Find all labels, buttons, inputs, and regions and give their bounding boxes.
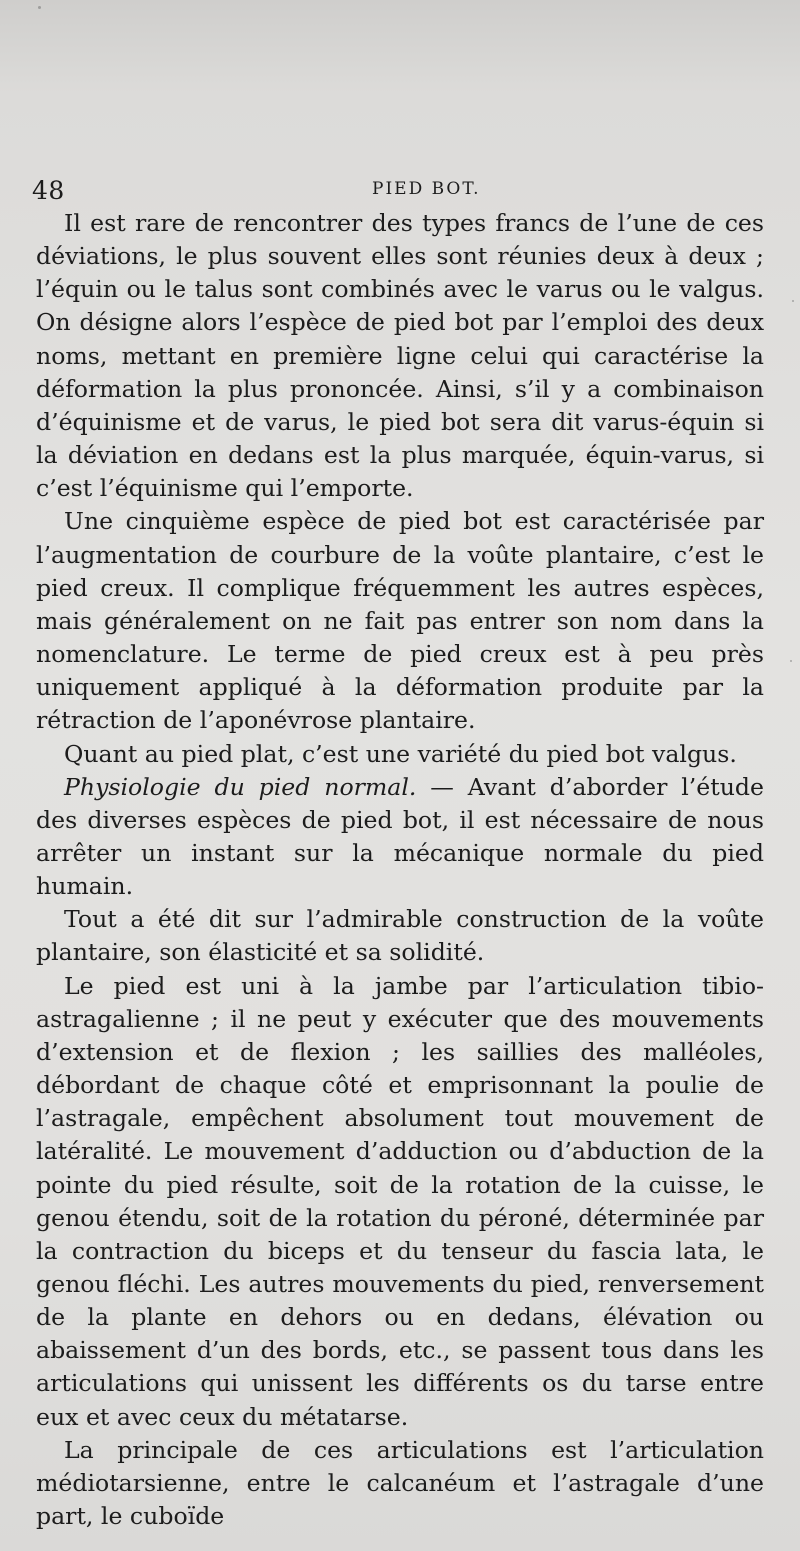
paragraph-text: Le pied est uni à la jambe par l’articulation tibio-astragalienne ; il ne peut y exécuter que des mouvements d’extension et de flexion ; les saillies des malléoles, débordant de chaque côté et emprisonnant la poulie de l’astragale, empêchent absolument tout mouvement de latéralité. Le mouvement d’adduction ou d’abduction de la pointe du pied résulte, soit de la rotation de la cuisse, le genou étendu, soit de la rotation du péroné, déterminée par la contraction du biceps et du tenseur du fascia lata, le genou fléchi. Les autres mouvements du pied, renversement de la plante en dehors ou en dedans, élévation ou abaissement d’un des bords, etc., se passent tous dans les articulations qui unissent les différents os du tarse entre eux et avec ceux du métatarse. — [36, 971, 764, 1431]
paper-speck — [792, 300, 794, 302]
paragraph — [36, 970, 764, 1434]
paragraph — [36, 771, 764, 904]
paragraph — [36, 738, 764, 771]
paragraph — [36, 505, 764, 737]
paragraph-text: La principale de ces articulations est l’articulation médiotarsienne, entre le calcanéum et l’astragale d’une part, le cuboïde — [36, 1435, 764, 1531]
paragraph-text: — Avant d’aborder l’étude des diverses espèces de pied bot, il est nécessaire de nous arrêter un instant sur la mécanique normale du pied humain. — [36, 772, 765, 901]
paper-speck — [38, 6, 41, 9]
page-header — [32, 170, 762, 204]
paragraph-text: Une cinquième espèce de pied bot est caractérisée par l’augmentation de courbure de la voûte plantaire, c’est le pied creux. Il complique fréquemment les autres espèces, mais généralement on ne fait pas entrer son nom dans la nomenclature. Le terme de pied creux est à peu près uniquement appliqué à la déformation produite par la rétraction de l’aponévrose plantaire. — [36, 507, 764, 735]
paragraph-text: Quant au pied plat, c’est une variété du pied bot valgus. — [64, 739, 737, 768]
paper-speck — [790, 660, 792, 662]
paragraph-text: Tout a été dit sur l’admirable construction de la voûte plantaire, son élasticité et sa solidité. — [36, 905, 764, 967]
body-text — [36, 207, 764, 1533]
paragraph — [36, 903, 764, 969]
running-head: PIED BOT. — [372, 179, 481, 199]
paragraph — [36, 1434, 764, 1533]
section-lead: Physiologie du pied normal. — [64, 772, 417, 801]
paragraph — [36, 207, 764, 505]
page-number: 48 — [32, 176, 65, 205]
paragraph-text: Il est rare de rencontrer des types francs de l’une de ces déviations, le plus souvent elles sont réunies deux à deux ; l’équin ou le talus sont combinés avec le varus ou le valgus. On désigne alors l’espèce de pied bot par l’emploi des deux noms, mettant en première ligne celui qui caractérise la déformation la plus prononcée. Ainsi, s’il y a combinaison d’équinisme et de varus, le pied bot sera dit varus-équin si la déviation en dedans est la plus marquée, équin-varus, si c’est l’équinisme qui l’emporte. — [36, 209, 764, 503]
